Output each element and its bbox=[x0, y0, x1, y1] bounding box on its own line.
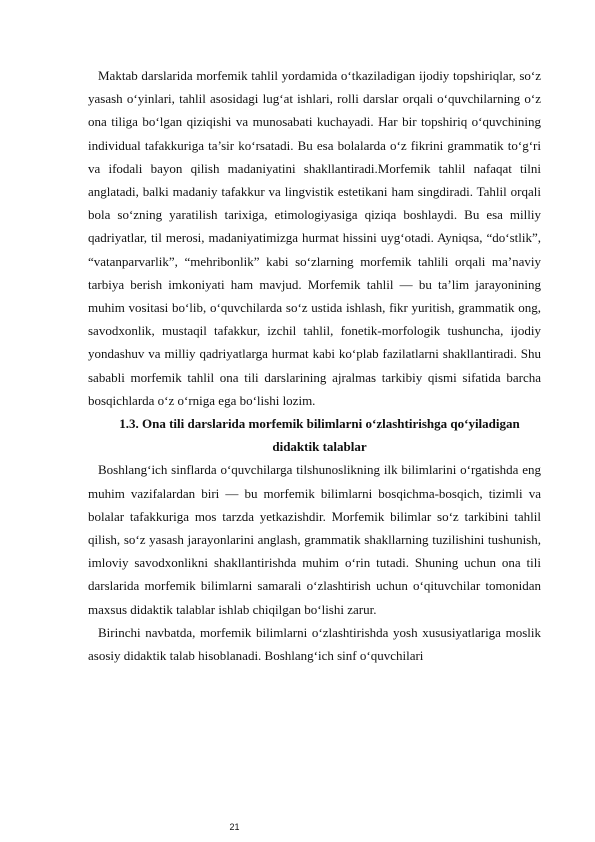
paragraph-primary-grades: Boshlang‘ich sinflarda o‘quvchilarga tilshunoslikning ilk bilimlarini o‘rgatishda eng muhim vazifalardan biri — bu morfemik bilimlarni bosqichma-bosqich, tizimli va bolalar tafakkuriga mos tarzda yetkazishdir. Morfemik bilimlar so‘z tarkibini tahlil qilish, so‘z yasash jarayonlarini anglash, grammatik shakllarning tuzilishini tushunish, imloviy savodxonlikni shakllantirishda muhim o‘rin tutadi. Shuning uchun ona tili darslarida morfemik bilimlarni samarali o‘zlashtirish uchun o‘qituvchilar tomonidan maxsus didaktik talablar ishlab chiqilgan bo‘lishi zarur. bbox=[88, 462, 541, 617]
page-number bbox=[0, 822, 595, 832]
page-number-label: 21 bbox=[229, 822, 240, 832]
paragraph-morphemic-analysis: Maktab darslarida morfemik tahlil yordamida o‘tkaziladigan ijodiy topshiriqlar, so‘z yasash o‘yinlari, tahlil asosidagi lug‘at ishlari, rolli darslar orqali o‘quvchilarning o‘z ona tiliga bo‘lgan qiziqishi va munosabati kuchayadi. Har bir topshiriq o‘quvchining individual tafakkuriga ta’sir ko‘rsatadi. Bu esa bolalarda o‘z fikrini grammatik to‘g‘ri va ifodali bayon qilish madaniyatini shakllantiradi.Morfemik tahlil nafaqat tilni anglatadi, balki madaniy tafakkur va lingvistik estetikani ham singdiradi. Tahlil orqali bola so‘zning yaratilish tarixiga, etimologiyasiga qiziqa boshlaydi. Bu esa milliy qadriyatlar, til merosi, madaniyatimizga hurmat hissini uyg‘otadi. Ayniqsa, “do‘stlik”, “vatanparvarlik”, “mehribonlik” kabi so‘zlarning morfemik tahlili orqali ma’naviy tarbiya berish imkoniyati ham mavjud. Morfemik tahlil — bu ta’lim jarayonining muhim vositasi bo‘lib, o‘quvchilarda so‘z ustida ishlash, fikr yuritish, grammatik ong, savodxonlik, mustaqil tafakkur, izchil tahlil, fonetik-morfologik tushuncha, ijodiy yondashuv va milliy qadriyatlarga hurmat kabi ko‘plab fazilatlarni shakllantiradi. Shu sababli morfemik tahlil ona tili darslarining ajralmas tarkibiy qismi sifatida barcha bosqichlarda o‘z o‘rniga ega bo‘lishi lozim. bbox=[88, 68, 541, 408]
page-body bbox=[88, 64, 541, 667]
section-heading: 1.3. Ona tili darslarida morfemik bilimlarni o‘zlashtirishga qo‘yiladigan didaktik talablar bbox=[119, 416, 520, 455]
paragraph-age-appropriateness: Birinchi navbatda, morfemik bilimlarni o‘zlashtirishda yosh xususiyatlariga moslik asosiy didaktik talab hisoblanadi. Boshlang‘ich sinf o‘quvchilari bbox=[88, 624, 541, 664]
